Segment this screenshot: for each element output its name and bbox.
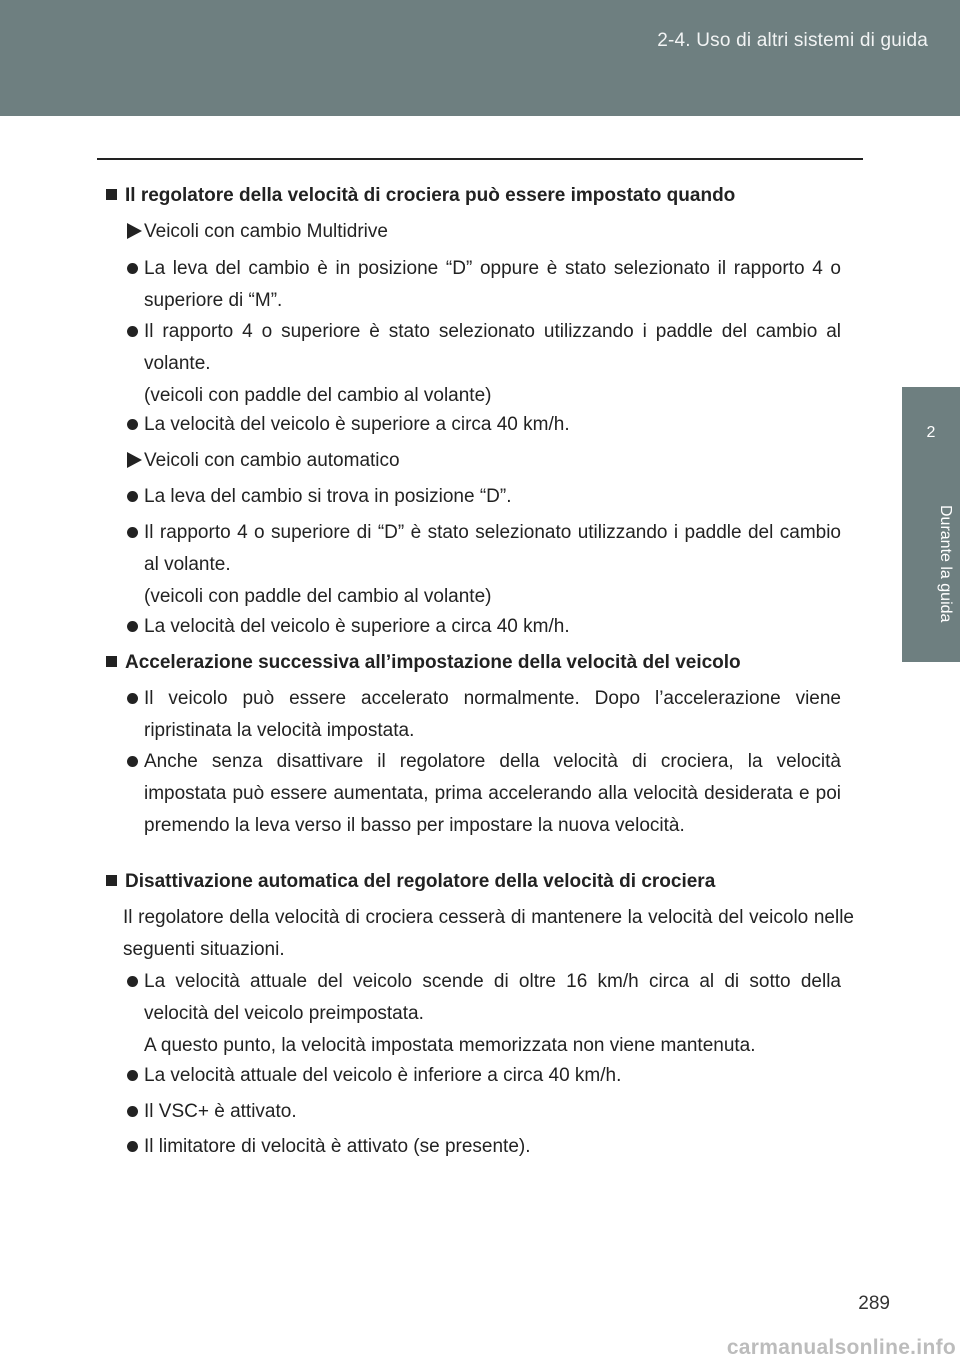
round-bullet-icon [127,326,138,337]
side-spacer [902,116,960,387]
list-item: Il rapporto 4 o superiore di “D” è stato selezionato utilizzando i paddle del cambio al volante. (veicoli con paddle del cambio al volante) [127,517,841,613]
round-bullet-icon [127,419,138,430]
list-item: Il rapporto 4 o superiore è stato selezionato utilizzando i paddle del cambio al volante. (veicoli con paddle del cambio al volante) [127,316,841,412]
list-item: Il VSC+ è attivato. [127,1096,841,1128]
list-item: La velocità attuale del veicolo scende di oltre 16 km/h circa al di sotto della velocità del veicolo preimpostata. A questo punto, la velocità impostata memorizzata non viene mantenuta. [127,966,841,1062]
round-bullet-icon [127,621,138,632]
round-bullet-icon [127,527,138,538]
section-heading: Accelerazione successiva all’impostazione della velocità del veicolo [106,652,741,674]
page-header [0,0,960,116]
square-bullet-icon [106,875,117,886]
round-bullet-icon [127,263,138,274]
chapter-label: Durante la guida [937,505,954,623]
round-bullet-icon [127,976,138,987]
chapter-number: 2 [926,424,936,441]
page-number: 289 [858,1293,890,1314]
triangle-arrow-icon [127,223,142,239]
list-item: La velocità del veicolo è superiore a circa 40 km/h. [127,611,841,643]
watermark: carmanualsonline.info [726,1336,956,1359]
list-item: Il limitatore di velocità è attivato (se presente). [127,1131,841,1163]
sub-heading: Veicoli con cambio Multidrive [127,221,388,243]
list-item: La leva del cambio si trova in posizione “D”. [127,481,841,513]
list-item: La velocità attuale del veicolo è inferiore a circa 40 km/h. [127,1060,841,1092]
round-bullet-icon [127,491,138,502]
round-bullet-icon [127,1070,138,1081]
round-bullet-icon [127,1141,138,1152]
section-title: 2-4. Uso di altri sistemi di guida [657,30,928,51]
list-item: Anche senza disattivare il regolatore della velocità di crociera, la velocità impostata può essere aumentata, prima accelerando alla velocità desiderata e poi premendo la leva verso il basso per impostare la nuova velocità. [127,746,841,842]
section-heading: Il regolatore della velocità di crociera può essere impostato quando [106,185,735,207]
triangle-arrow-icon [127,452,142,468]
list-item: Il veicolo può essere accelerato normalmente. Dopo l’accelerazione viene ripristinata la velocità impostata. [127,683,841,747]
header-rule [97,158,863,160]
sub-heading: Veicoli con cambio automatico [127,450,400,472]
chapter-tab [902,387,960,662]
list-item: La leva del cambio è in posizione “D” oppure è stato selezionato il rapporto 4 o superiore di “M”. [127,253,841,317]
intro-paragraph: Il regolatore della velocità di crociera cesserà di mantenere la velocità del veicolo nelle seguenti situazioni. [123,907,854,960]
square-bullet-icon [106,656,117,667]
round-bullet-icon [127,756,138,767]
section-heading: Disattivazione automatica del regolatore della velocità di crociera [106,871,715,893]
round-bullet-icon [127,693,138,704]
round-bullet-icon [127,1106,138,1117]
list-item: La velocità del veicolo è superiore a circa 40 km/h. [127,409,841,441]
square-bullet-icon [106,189,117,200]
